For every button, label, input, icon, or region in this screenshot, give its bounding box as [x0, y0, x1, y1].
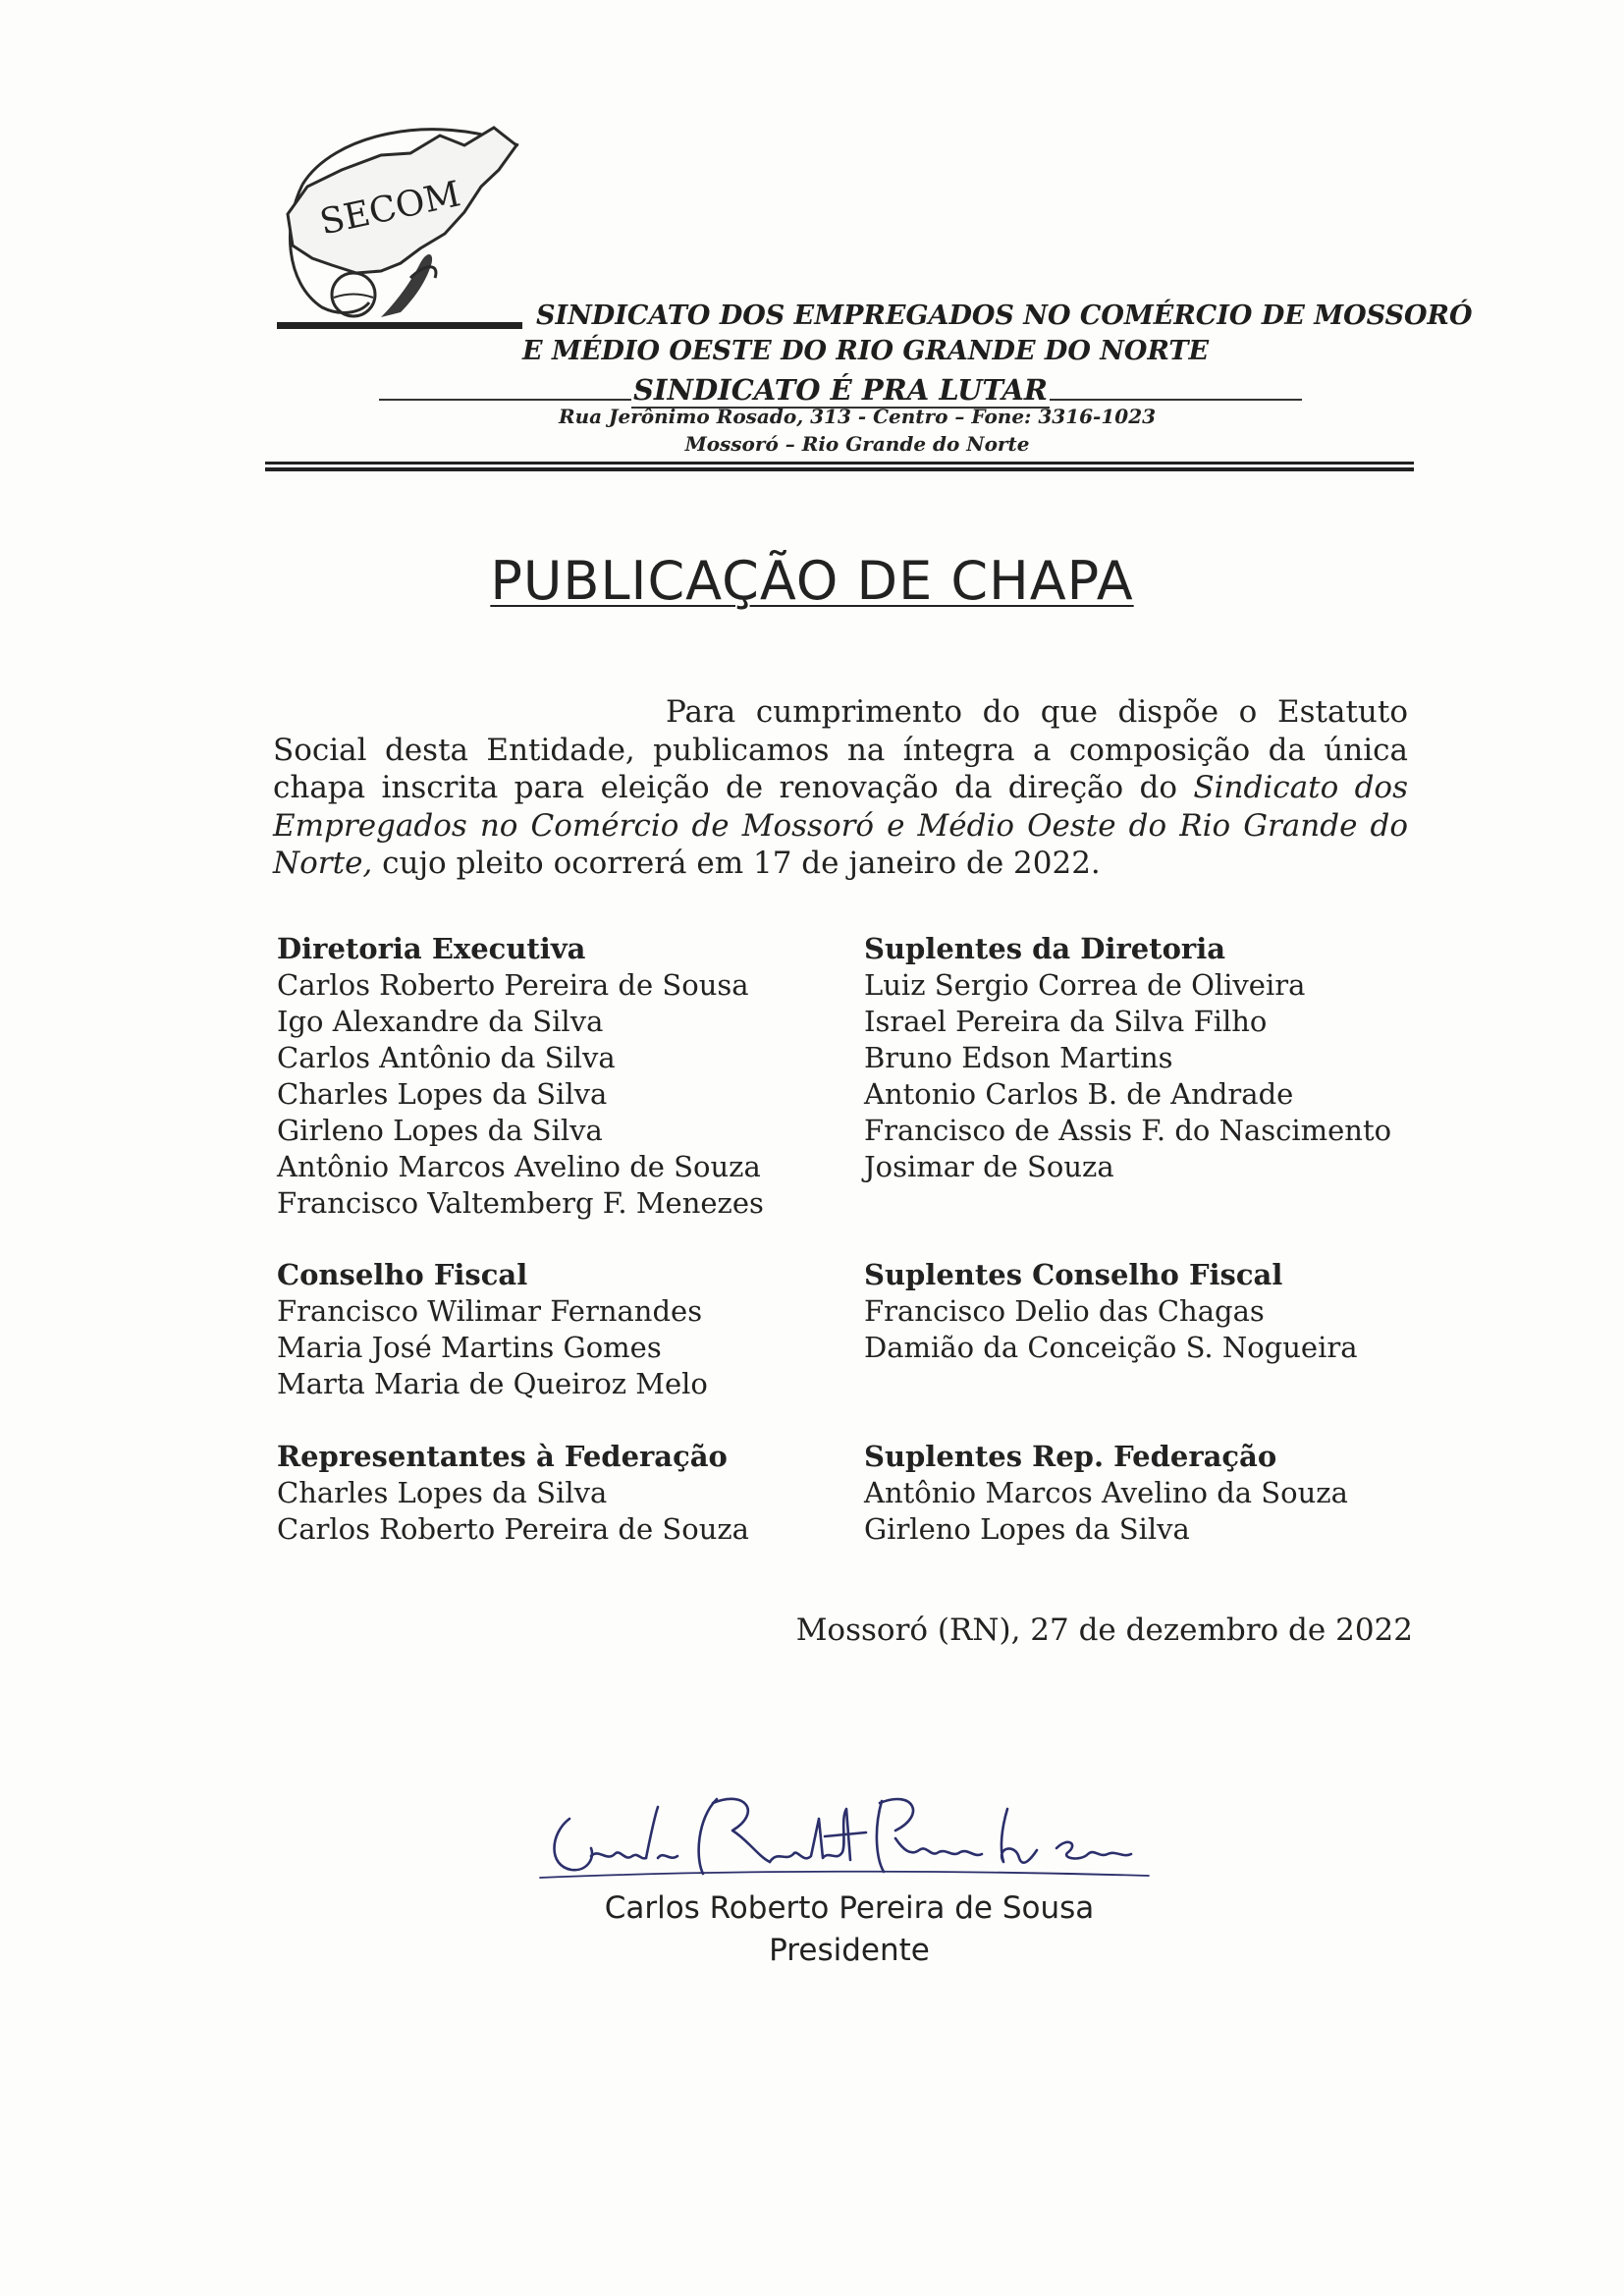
logo-text: SECOM [316, 174, 464, 244]
list-item: Josimar de Souza [864, 1150, 1114, 1183]
place-date: Mossoró (RN), 27 de dezembro de 2022 [795, 1613, 1413, 1648]
section-suplentes-conselho-fiscal [864, 1257, 1358, 1366]
list-item: Carlos Antônio da Silva [277, 1041, 616, 1074]
header-bar [277, 322, 522, 329]
section-heading: Representantes à Federação [277, 1440, 728, 1473]
slogan-row [379, 369, 1302, 409]
list-item: Marta Maria de Queiroz Melo [277, 1367, 708, 1400]
secom-logo [263, 116, 533, 322]
signatory-role: Presidente [769, 1933, 930, 1968]
list-item: Carlos Roberto Pereira de Sousa [277, 968, 749, 1002]
list-item: Antônio Marcos Avelino de Souza [277, 1150, 761, 1183]
slogan-rule-left [379, 399, 631, 401]
list-item: Charles Lopes da Silva [277, 1476, 608, 1509]
list-item: Israel Pereira da Silva Filho [864, 1005, 1268, 1038]
section-heading: Conselho Fiscal [277, 1258, 528, 1291]
list-item: Francisco de Assis F. do Nascimento [864, 1114, 1392, 1147]
section-heading: Suplentes da Diretoria [864, 932, 1226, 965]
section-diretoria-executiva [277, 931, 764, 1222]
section-heading: Diretoria Executiva [277, 932, 586, 965]
intro-part2: cujo pleito ocorrerá em 17 de janeiro de 2022. [372, 846, 1101, 881]
list-item: Maria José Martins Gomes [277, 1331, 662, 1364]
list-item: Antonio Carlos B. de Andrade [864, 1077, 1294, 1111]
section-heading: Suplentes Rep. Federação [864, 1440, 1277, 1473]
section-suplentes-diretoria [864, 931, 1391, 1185]
list-item: Antônio Marcos Avelino da Souza [864, 1476, 1348, 1509]
section-conselho-fiscal [277, 1257, 708, 1402]
list-item: Francisco Wilimar Fernandes [277, 1294, 703, 1328]
list-item: Carlos Roberto Pereira de Souza [277, 1512, 749, 1546]
section-suplentes-rep-federacao [864, 1439, 1348, 1548]
list-item: Francisco Valtemberg F. Menezes [277, 1186, 764, 1220]
section-representantes-federacao [277, 1439, 749, 1548]
slogan: SINDICATO É PRA LUTAR [632, 373, 1049, 407]
list-item: Charles Lopes da Silva [277, 1077, 608, 1111]
handwritten-signature [530, 1779, 1159, 1897]
list-item: Luiz Sergio Correa de Oliveira [864, 968, 1306, 1002]
document-title [0, 550, 1624, 612]
slogan-rule-right [1050, 399, 1302, 401]
list-item: Girleno Lopes da Silva [864, 1512, 1190, 1546]
section-heading: Suplentes Conselho Fiscal [864, 1258, 1283, 1291]
list-item: Igo Alexandre da Silva [277, 1005, 604, 1038]
document-title-text: PUBLICAÇÃO DE CHAPA [490, 550, 1134, 612]
list-item: Girleno Lopes da Silva [277, 1114, 603, 1147]
list-item: Bruno Edson Martins [864, 1041, 1173, 1074]
intro-entity-name: Sindicato dos Empregados no Comércio de Mossoró e Médio Oeste do Rio Grande do Norte, [273, 770, 1408, 881]
address-line1: Rua Jerônimo Rosado, 313 - Centro – Fone: 3316-1023 [558, 405, 1157, 428]
address-line2: Mossoró – Rio Grande do Norte [684, 432, 1030, 456]
header-double-rule [265, 462, 1414, 471]
list-item: Damião da Conceição S. Nogueira [864, 1331, 1358, 1364]
intro-paragraph [273, 693, 1408, 883]
list-item: Francisco Delio das Chagas [864, 1294, 1265, 1328]
intro-part1: Para cumprimento do que dispõe o Estatuto Social desta Entidade, publicamos na íntegra a composição da única chapa inscrita para eleição de renovação da direção do [273, 694, 1408, 805]
org-name-line1: SINDICATO DOS EMPREGADOS NO COMÉRCIO DE MOSSORÓ [536, 301, 1473, 331]
signatory-name: Carlos Roberto Pereira de Sousa [604, 1890, 1095, 1926]
org-name-line2: E MÉDIO OESTE DO RIO GRANDE DO NORTE [522, 336, 1210, 366]
